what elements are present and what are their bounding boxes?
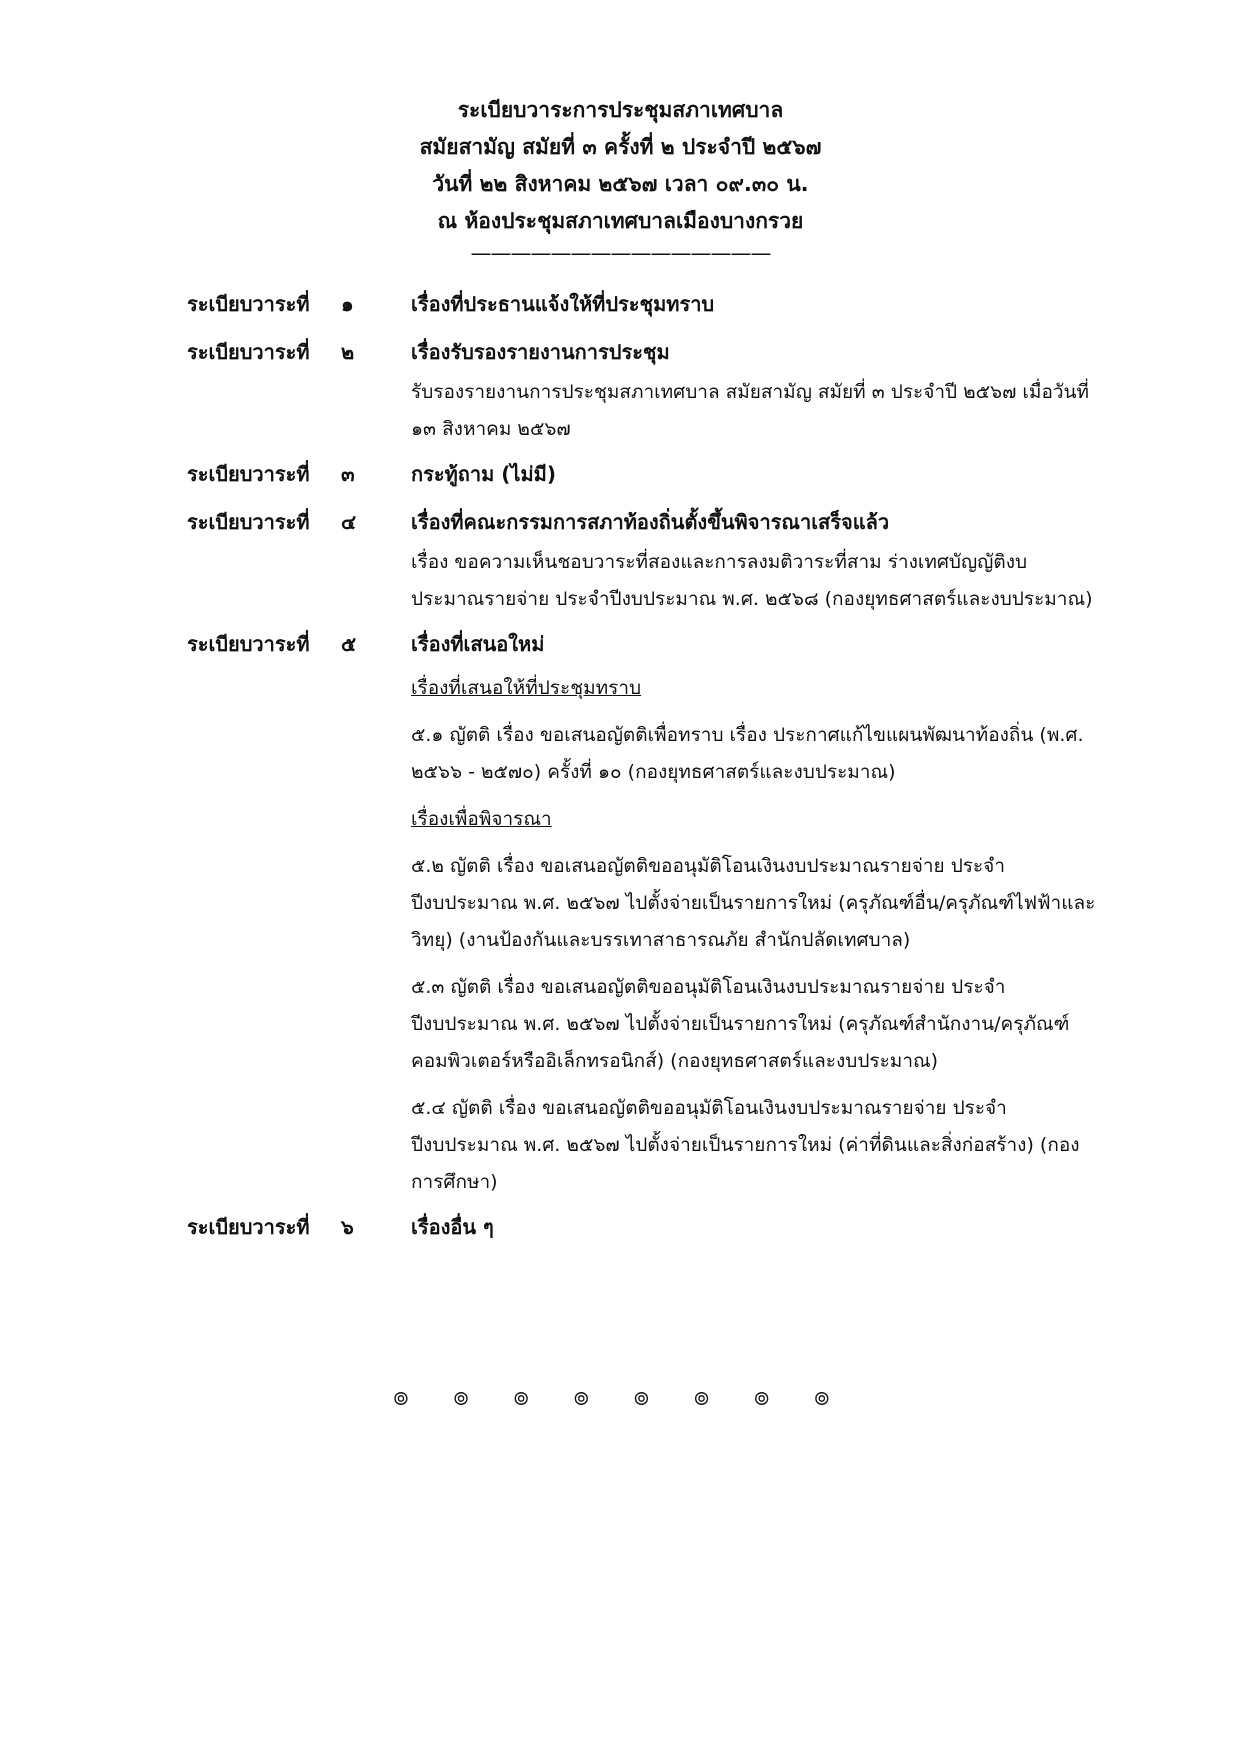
agenda-number: ๔ [341,510,357,534]
motion-5-1: ๕.๑ ญัตติ เรื่อง ขอเสนอญัตติเพื่อทราบ เรื่อง ประกาศแก้ไขแผนพัฒนาท้องถิ่น (พ.ศ. ๒๕๖๖ - ๒๕๗๐) ครั้งที่ ๑๐ (กองยุทธศาสตร์และงบประมาณ) [411,724,1084,783]
header-title: ระเบียบวาระการประชุมสภาเทศบาล [457,98,784,122]
agenda-label: ระเบียบวาระที่ [187,340,310,364]
agenda-number: ๒ [341,340,355,364]
header-session: สมัยสามัญ สมัยที่ ๓ ครั้งที่ ๒ ประจำปี ๒๕๖๗ [419,135,822,159]
agenda-body: รับรองรายงานการประชุมสภาเทศบาล สมัยสามัญ สมัยที่ ๓ ประจำปี ๒๕๖๗ เมื่อวันที่ ๑๓ สิงหาคม ๒๕๖๗ [411,381,1090,440]
document-header [0,92,1241,266]
agenda-item-5 [187,628,1097,1201]
agenda-title: เรื่องที่คณะกรรมการสภาท้องถิ่นตั้งขึ้นพิจารณาเสร็จแล้ว [411,510,890,534]
agenda-label: ระเบียบวาระที่ [187,462,310,486]
header-venue: ณ ห้องประชุมสภาเทศบาลเมืองบางกรวย [437,209,804,233]
motion-5-2: ๕.๒ ญัตติ เรื่อง ขอเสนอญัตติขออนุมัติโอนเงินงบประมาณรายจ่าย ประจำปีงบประมาณ พ.ศ. ๒๕๖๗ ไปตั้งจ่ายเป็นรายการใหม่ (ครุภัณฑ์อื่น/ครุภัณฑ์ไฟฟ้าและวิทยุ) (งานป้องกันและบรรเทาสาธารณภัย สำนักปลัดเทศบาล) [411,855,1096,951]
agenda-title: เรื่องอื่น ๆ [411,1215,494,1239]
agenda-label: ระเบียบวาระที่ [187,510,310,534]
agenda-number: ๓ [341,462,355,486]
end-ornament: ๏ ๏ ๏ ๏ ๏ ๏ ๏ ๏ [393,1382,848,1412]
agenda-item-2 [187,336,1097,448]
agenda-label: ระเบียบวาระที่ [187,1215,310,1239]
agenda-label: ระเบียบวาระที่ [187,632,310,656]
agenda-item-3 [187,458,1097,496]
agenda-title: กระทู้ถาม (ไม่มี) [411,462,556,486]
subsection-heading-for-information: เรื่องที่เสนอให้ที่ประชุมทราบ [411,677,642,699]
agenda-number: ๕ [341,632,357,656]
agenda-title: เรื่องรับรองรายงานการประชุม [411,340,670,364]
motion-5-4: ๕.๔ ญัตติ เรื่อง ขอเสนอญัตติขออนุมัติโอนเงินงบประมาณรายจ่าย ประจำปีงบประมาณ พ.ศ. ๒๕๖๗ ไปตั้งจ่ายเป็นรายการใหม่ (ค่าที่ดินและสิ่งก่อสร้าง) (กองการศึกษา) [411,1097,1080,1193]
agenda-item-1 [187,288,1097,326]
header-date-time: วันที่ ๒๒ สิงหาคม ๒๕๖๗ เวลา ๐๙.๓๐ น. [432,172,809,196]
agenda-item-4 [187,506,1097,618]
agenda-number: ๑ [341,292,354,316]
agenda-item-6 [187,1211,1097,1249]
agenda-number: ๖ [341,1215,354,1239]
agenda-title: เรื่องที่ประธานแจ้งให้ที่ประชุมทราบ [411,292,715,316]
agenda-list [187,288,1097,1259]
agenda-title: เรื่องที่เสนอใหม่ [411,632,545,656]
motion-5-3: ๕.๓ ญัตติ เรื่อง ขอเสนอญัตติขออนุมัติโอนเงินงบประมาณรายจ่าย ประจำปีงบประมาณ พ.ศ. ๒๕๖๗ ไปตั้งจ่ายเป็นรายการใหม่ (ครุภัณฑ์สำนักงาน/ครุภัณฑ์คอมพิวเตอร์หรืออิเล็กทรอนิกส์) (กองยุทธศาสตร์และงบประมาณ) [411,976,1070,1072]
agenda-label: ระเบียบวาระที่ [187,292,310,316]
header-divider: ——————————————— [470,241,771,265]
agenda-body: เรื่อง ขอความเห็นชอบวาระที่สองและการลงมติวาระที่สาม ร่างเทศบัญญัติงบประมาณรายจ่าย ประจำปีงบประมาณ พ.ศ. ๒๕๖๘ (กองยุทธศาสตร์และงบประมาณ) [411,551,1093,610]
subsection-heading-for-consideration: เรื่องเพื่อพิจารณา [411,808,552,830]
